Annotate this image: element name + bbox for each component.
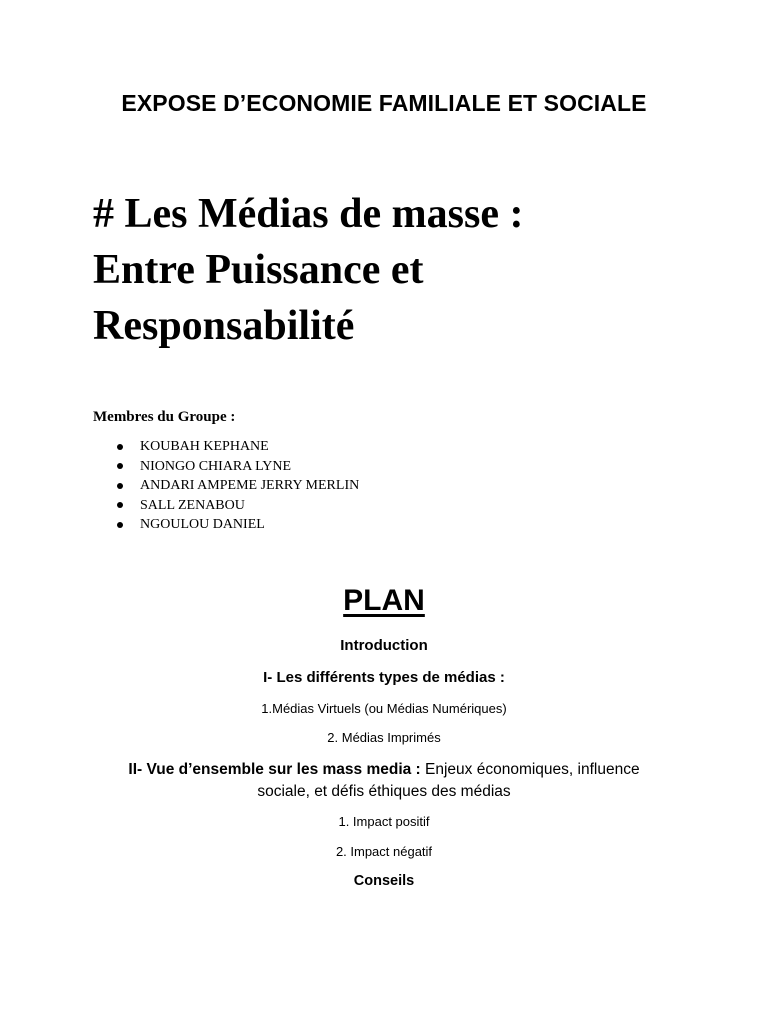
bullet-icon xyxy=(117,502,123,508)
title-line: Entre Puissance et xyxy=(93,247,424,293)
member-name: KOUBAH KEPHANE xyxy=(140,439,269,454)
member-item xyxy=(93,437,359,457)
title-line: Responsabilité xyxy=(93,303,355,349)
member-name: NGOULOU DANIEL xyxy=(140,517,265,532)
member-item xyxy=(93,457,359,477)
member-item xyxy=(93,476,359,496)
member-name: SALL ZENABOU xyxy=(140,497,245,513)
plan-part-1-item: 2. Médias Imprimés xyxy=(327,730,441,745)
bullet-icon xyxy=(117,444,123,450)
member-name: ANDARI AMPEME JERRY MERLIN xyxy=(140,478,360,493)
members-heading: Membres du Groupe : xyxy=(93,409,236,425)
member-item xyxy=(93,496,359,516)
title-line: # Les Médias de masse : xyxy=(93,191,524,237)
plan-introduction: Introduction xyxy=(340,637,428,654)
course-title: EXPOSE D’ECONOMIE FAMILIALE ET SOCIALE xyxy=(121,90,647,116)
plan-part-1: I- Les différents types de médias : xyxy=(263,669,505,686)
bullet-icon xyxy=(117,483,123,489)
members-list xyxy=(93,437,359,535)
plan-part-2-heading: II- Vue d’ensemble sur les mass media : xyxy=(128,761,421,778)
member-item xyxy=(93,515,359,535)
plan-part-2-item: 1. Impact positif xyxy=(338,814,430,829)
plan-part-2 xyxy=(100,759,668,803)
bullet-icon xyxy=(117,463,123,469)
plan-title: PLAN xyxy=(343,584,425,617)
bullet-icon xyxy=(117,522,123,528)
member-name: NIONGO CHIARA LYNE xyxy=(140,458,292,474)
plan-part-2-item: 2. Impact négatif xyxy=(335,844,433,859)
plan-part-2-subtitle: Enjeux économiques, influence sociale, et défis éthiques des médias xyxy=(257,761,640,800)
plan-conseils: Conseils xyxy=(353,873,415,889)
document-title xyxy=(93,186,713,354)
plan-part-1-item: 1.Médias Virtuels (ou Médias Numériques) xyxy=(261,701,507,716)
